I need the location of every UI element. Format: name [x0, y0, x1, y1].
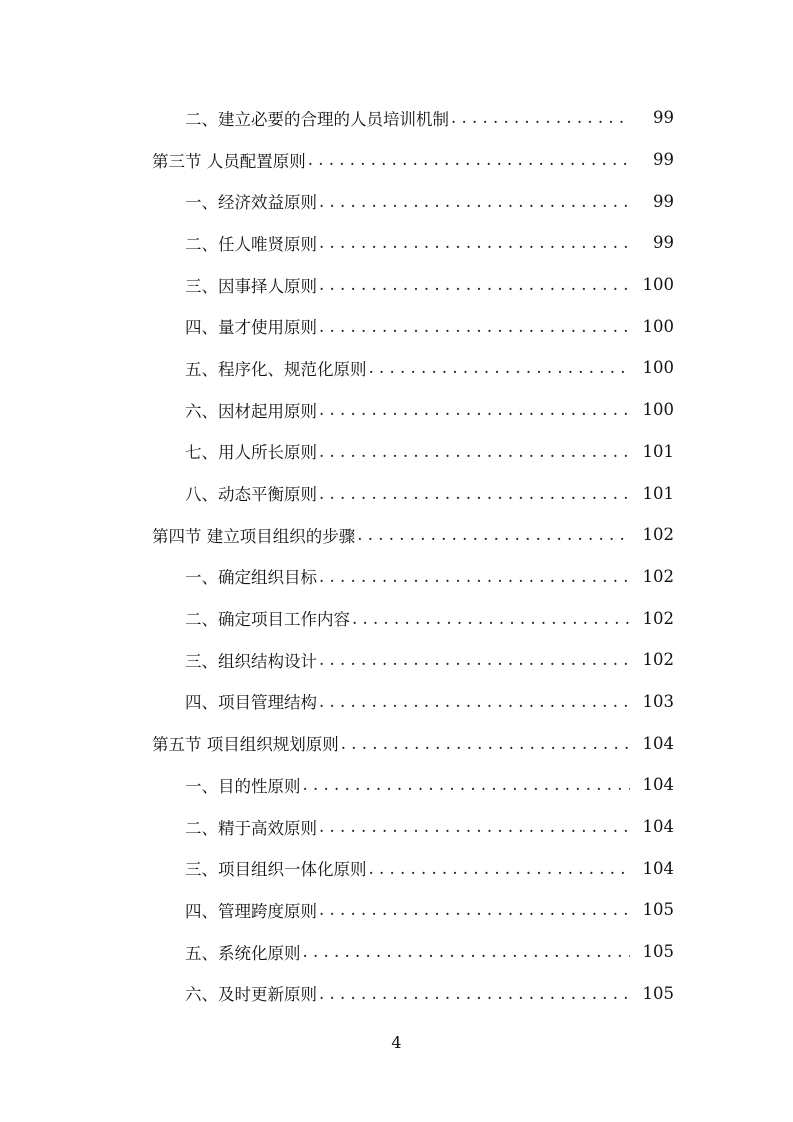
toc-entry-page-number: 104: [642, 858, 674, 878]
toc-dot-leader: [308, 150, 630, 169]
toc-dot-leader: [319, 817, 630, 836]
toc-entry-title: 二、建立必要的合理的人员培训机制: [185, 109, 449, 129]
toc-entry-title: 一、目的性原则: [185, 776, 301, 796]
toc-dot-leader: [319, 567, 630, 586]
toc-dot-leader: [319, 317, 630, 336]
toc-item-entry[interactable]: [0, 639, 793, 681]
toc-dot-leader: [303, 942, 631, 961]
toc-dot-leader: [369, 358, 631, 377]
toc-entry-title: 五、程序化、规范化原则: [185, 359, 367, 379]
toc-dot-leader: [319, 650, 630, 669]
toc-item-entry[interactable]: [0, 222, 793, 264]
toc-item-entry[interactable]: [0, 764, 793, 806]
toc-entry-title: 四、管理跨度原则: [185, 901, 317, 921]
toc-item-entry[interactable]: [0, 931, 793, 973]
toc-entry-title: 七、用人所长原则: [185, 443, 317, 463]
toc-entry-page-number: 103: [642, 691, 674, 711]
toc-item-entry[interactable]: [0, 264, 793, 306]
toc-item-entry[interactable]: [0, 305, 793, 347]
toc-item-entry[interactable]: [0, 389, 793, 431]
toc-entry-page-number: 99: [653, 108, 674, 128]
toc-dot-leader: [319, 442, 630, 461]
toc-section-entry[interactable]: [0, 514, 793, 556]
toc-item-entry[interactable]: [0, 472, 793, 514]
toc-dot-leader: [319, 484, 630, 503]
toc-dot-leader: [341, 734, 630, 753]
toc-entry-title: 三、项目组织一体化原则: [185, 860, 367, 880]
toc-entry-title: 第三节 人员配置原则: [152, 151, 306, 171]
toc-entry-page-number: 102: [642, 650, 674, 670]
toc-item-entry[interactable]: [0, 806, 793, 848]
toc-entry-page-number: 104: [642, 733, 674, 753]
toc-dot-leader: [352, 609, 630, 628]
toc-item-entry[interactable]: [0, 97, 793, 139]
toc-entry-page-number: 99: [653, 191, 674, 211]
toc-entry-page-number: 100: [642, 316, 674, 336]
toc-entry-page-number: 99: [653, 150, 674, 170]
toc-entry-title: 六、及时更新原则: [185, 985, 317, 1005]
toc-entry-page-number: 101: [642, 441, 674, 461]
toc-entry-page-number: 102: [642, 566, 674, 586]
toc-dot-leader: [369, 859, 631, 878]
toc-dot-leader: [357, 525, 630, 544]
toc-item-entry[interactable]: [0, 847, 793, 889]
toc-entry-title: 三、组织结构设计: [185, 651, 317, 671]
toc-entry-title: 六、因材起用原则: [185, 401, 317, 421]
toc-dot-leader: [319, 900, 630, 919]
toc-entry-page-number: 100: [642, 400, 674, 420]
toc-entry-page-number: 105: [642, 942, 674, 962]
toc-entry-page-number: 104: [642, 775, 674, 795]
toc-item-entry[interactable]: [0, 972, 793, 1014]
toc-entry-page-number: 105: [642, 900, 674, 920]
toc-item-entry[interactable]: [0, 681, 793, 723]
toc-entry-page-number: 100: [642, 275, 674, 295]
toc-entry-title: 四、项目管理结构: [185, 693, 317, 713]
toc-entry-title: 二、精于高效原则: [185, 818, 317, 838]
table-of-contents: [0, 97, 793, 1014]
toc-entry-page-number: 104: [642, 817, 674, 837]
toc-entry-title: 二、任人唯贤原则: [185, 234, 317, 254]
toc-section-entry[interactable]: [0, 139, 793, 181]
toc-dot-leader: [319, 400, 630, 419]
toc-item-entry[interactable]: [0, 556, 793, 598]
toc-section-entry[interactable]: [0, 722, 793, 764]
toc-entry-title: 一、经济效益原则: [185, 193, 317, 213]
toc-entry-page-number: 99: [653, 233, 674, 253]
toc-item-entry[interactable]: [0, 889, 793, 931]
toc-entry-title: 八、动态平衡原则: [185, 485, 317, 505]
toc-entry-page-number: 100: [642, 358, 674, 378]
toc-entry-title: 四、量才使用原则: [185, 318, 317, 338]
toc-item-entry[interactable]: [0, 347, 793, 389]
toc-dot-leader: [319, 692, 630, 711]
toc-dot-leader: [319, 984, 630, 1003]
toc-item-entry[interactable]: [0, 180, 793, 222]
toc-entry-title: 二、确定项目工作内容: [185, 610, 350, 630]
toc-entry-page-number: 102: [642, 608, 674, 628]
toc-entry-title: 一、确定组织目标: [185, 568, 317, 588]
toc-dot-leader: [319, 233, 630, 252]
toc-item-entry[interactable]: [0, 431, 793, 473]
toc-entry-page-number: 102: [642, 525, 674, 545]
toc-item-entry[interactable]: [0, 597, 793, 639]
toc-entry-title: 五、系统化原则: [185, 943, 301, 963]
toc-entry-title: 第五节 项目组织规划原则: [152, 735, 339, 755]
toc-dot-leader: [451, 108, 630, 127]
toc-entry-title: 第四节 建立项目组织的步骤: [152, 526, 356, 546]
toc-entry-title: 三、因事择人原则: [185, 276, 317, 296]
toc-entry-page-number: 101: [642, 483, 674, 503]
toc-dot-leader: [319, 192, 630, 211]
toc-dot-leader: [319, 275, 630, 294]
page-number: 4: [391, 1033, 402, 1052]
toc-dot-leader: [303, 775, 631, 794]
toc-entry-page-number: 105: [642, 983, 674, 1003]
